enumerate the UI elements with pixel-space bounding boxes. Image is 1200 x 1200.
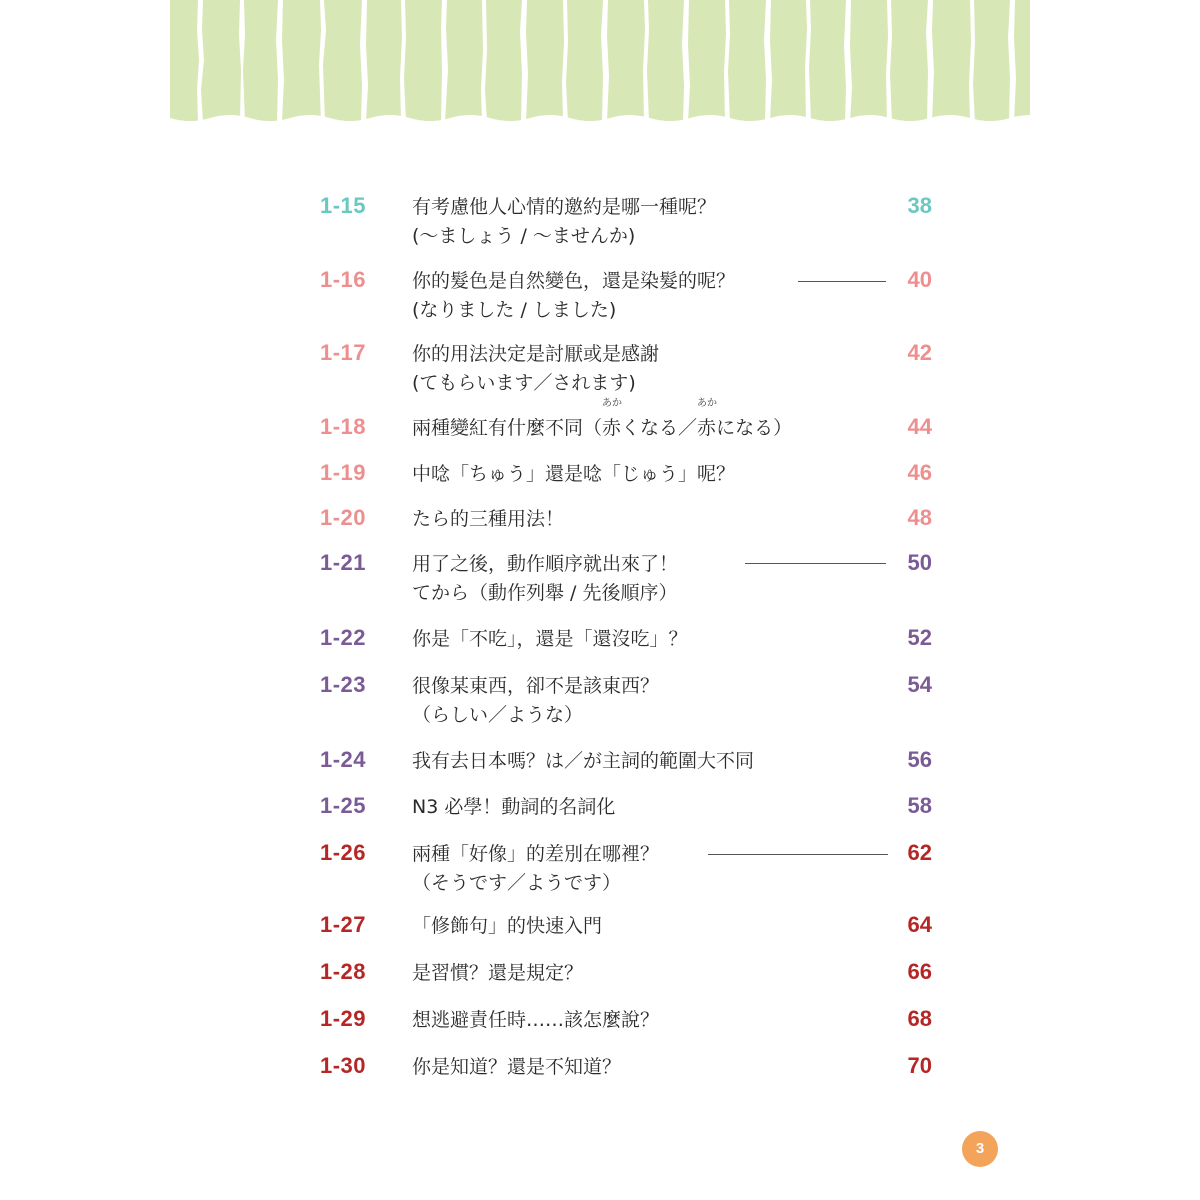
toc-title: 是習慣？還是規定？: [412, 962, 584, 984]
toc-page-number: 42: [907, 340, 932, 365]
leader-line: [798, 281, 886, 282]
page-number-badge: 3: [962, 1131, 998, 1167]
toc-section-number: 1-27: [320, 912, 367, 937]
toc-page-number: 56: [907, 747, 932, 772]
toc-title: 想逃避責任時……該怎麼說？: [412, 1009, 660, 1031]
toc-title: 兩種「好像」的差別在哪裡？ （そうです／ようです）: [412, 843, 660, 894]
toc-section-number: 1-22: [320, 625, 367, 650]
toc-section-number: 1-20: [320, 505, 367, 530]
toc-section-number: 1-24: [320, 747, 367, 772]
toc-title: 「修飾句」的快速入門: [412, 915, 603, 937]
toc-section-number: 1-19: [320, 460, 367, 485]
toc-section-number: 1-30: [320, 1053, 367, 1078]
toc-page-number: 70: [907, 1053, 932, 1078]
toc-title: 我有去日本嗎？は／が主詞的範圍大不同: [412, 750, 755, 772]
toc-section-number: 1-23: [320, 672, 367, 697]
toc-section-number: 1-28: [320, 959, 367, 984]
toc-title: 兩種變紅有什麼不同（ あか 赤くなる／ あか 赤になる）: [412, 414, 892, 443]
toc-title: 你是知道？還是不知道？: [412, 1056, 622, 1078]
toc-section-number: 1-17: [320, 340, 367, 365]
leader-line: [708, 854, 888, 855]
toc-page-number: 66: [907, 959, 932, 984]
toc-title: たら的三種用法！: [412, 508, 565, 530]
toc-section-number: 1-18: [320, 414, 367, 439]
ruby-kanji: あか 赤: [602, 398, 623, 439]
toc-page-number: 54: [907, 672, 932, 697]
toc-title: 有考慮他人心情的邀約是哪一種呢？ (〜ましょう / 〜ませんか): [412, 196, 717, 247]
toc-title: N3 必學！動詞的名詞化: [412, 796, 616, 818]
toc-section-number: 1-29: [320, 1006, 367, 1031]
toc-page-number: 68: [907, 1006, 932, 1031]
toc-page-number: 58: [907, 793, 932, 818]
toc-title: 你是「不吃」，還是「還沒吃」？: [412, 628, 688, 650]
toc-section-number: 1-25: [320, 793, 367, 818]
toc-section-number: 1-21: [320, 550, 367, 575]
toc-page-number: 40: [907, 267, 932, 292]
ruby-kanji: あか 赤: [697, 398, 718, 439]
toc-title: 你的髮色是自然變色，還是染髮的呢？ (なりました / しました): [412, 270, 736, 321]
toc-page-number: 52: [907, 625, 932, 650]
toc-section-number: 1-26: [320, 840, 367, 865]
toc-section-number: 1-16: [320, 267, 367, 292]
toc-page-number: 50: [907, 550, 932, 575]
toc-title: 用了之後，動作順序就出來了！ てから（動作列舉 / 先後順序）: [412, 553, 679, 604]
toc-title: 很像某東西，卻不是該東西？ （らしい／ような）: [412, 675, 660, 726]
header-decoration-band: [170, 0, 1030, 122]
toc-page-number: 62: [907, 840, 932, 865]
toc-section-number: 1-15: [320, 193, 367, 218]
header-stripes: [170, 0, 1030, 122]
toc-page-number: 48: [907, 505, 932, 530]
leader-line: [745, 563, 886, 564]
toc-page-number: 38: [907, 193, 932, 218]
toc-title: 你的用法決定是討厭或是感謝 (てもらいます／されます): [412, 343, 660, 394]
toc-title: 中唸「ちゅう」還是唸「じゅう」呢？: [412, 463, 736, 485]
toc-page-number: 64: [907, 912, 932, 937]
toc-page-number: 44: [907, 414, 932, 439]
toc-page-number: 46: [907, 460, 932, 485]
